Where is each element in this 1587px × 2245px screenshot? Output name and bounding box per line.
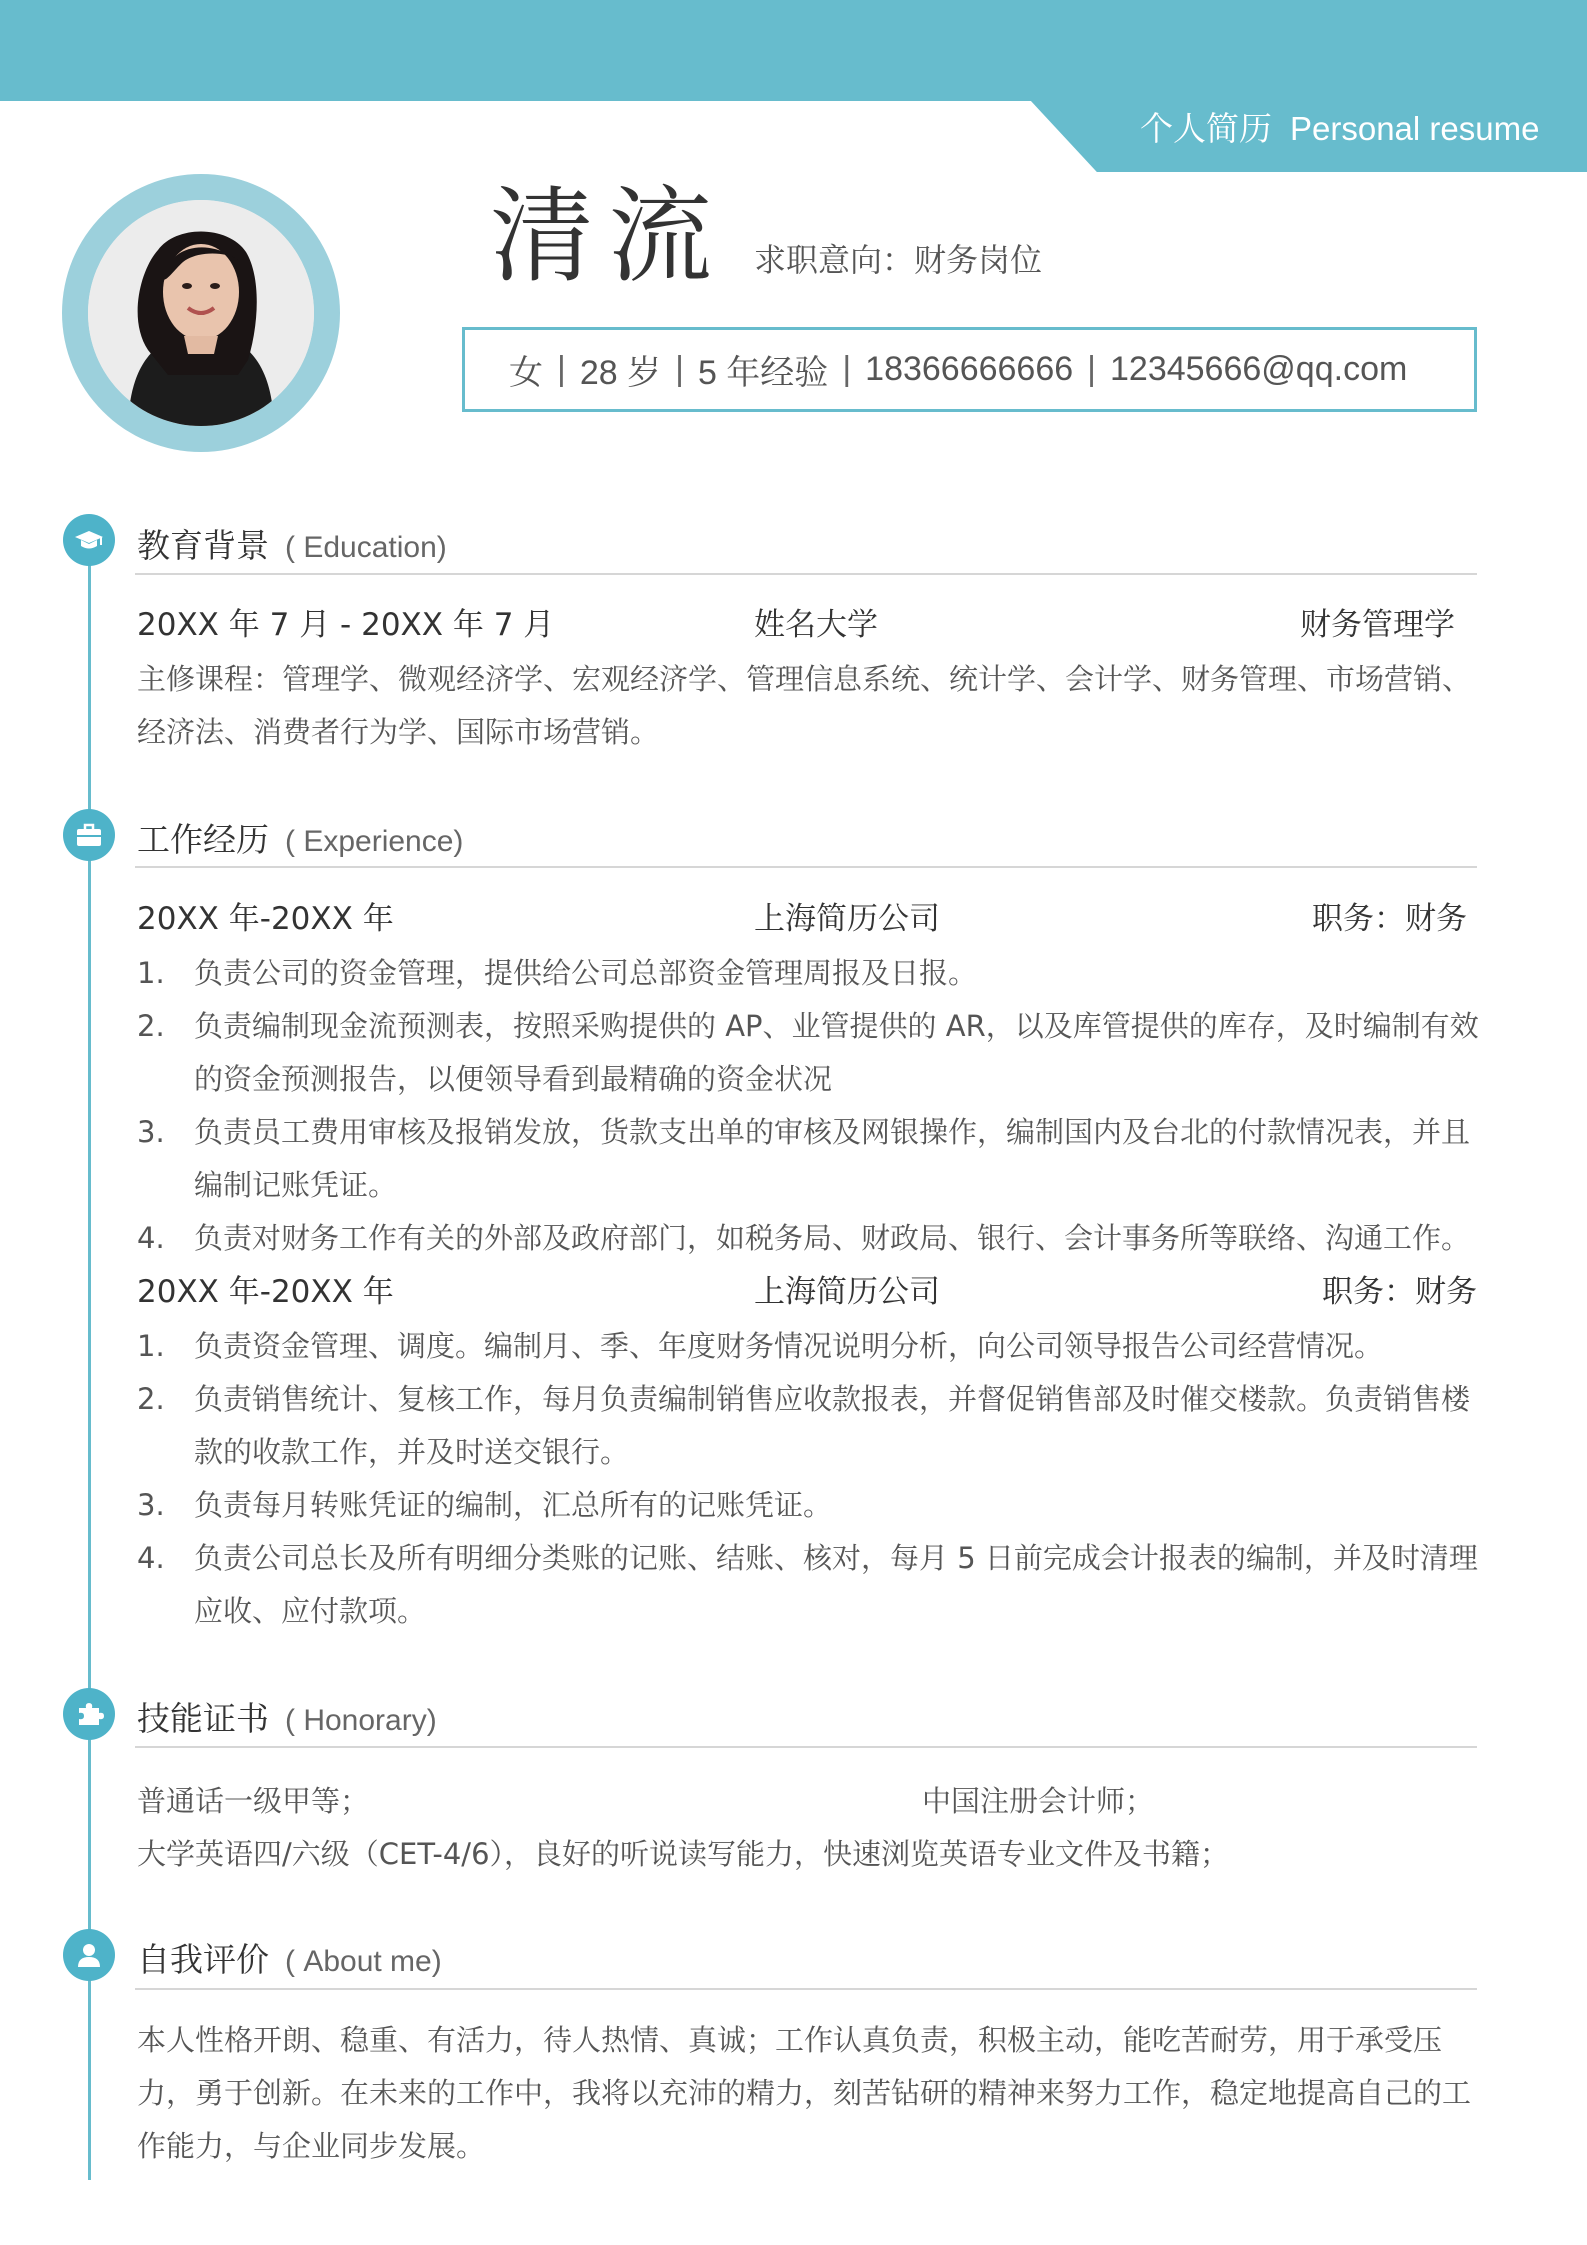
header-bar [0, 0, 1587, 101]
certificate-item: 中国注册会计师； [922, 1784, 1155, 1818]
duty-number: 3. [137, 1115, 165, 1149]
school-name: 姓名大学 [754, 607, 878, 643]
phone: 18366666666 [865, 350, 1074, 388]
puzzle-icon [63, 1688, 115, 1740]
duty-item [137, 1000, 1482, 1106]
duty-number: 1. [137, 1329, 165, 1363]
certificate-item: 大学英语四/六级（CET-4/6），良好的听说读写能力，快速浏览英语专业文件及书籍； [137, 1837, 1230, 1871]
contact-info-box [462, 327, 1477, 412]
section-title-en: ( Honorary) [285, 1704, 437, 1737]
section-divider [135, 1746, 1477, 1748]
duty-number: 1. [137, 956, 165, 990]
job-header [137, 1268, 1477, 1316]
duty-text: 负责编制现金流预测表，按照采购提供的 AP、业管提供的 AR，以及库管提供的库存，及时编制有效的资金预测报告，以便领导看到最精确的资金状况 [194, 1009, 1479, 1096]
job-intent: 求职意向：财务岗位 [754, 241, 1043, 279]
candidate-name: 清流 [490, 175, 727, 297]
duty-item [137, 947, 1482, 1000]
experience-years: 5 年经验 [697, 354, 829, 392]
duty-item [137, 1320, 1482, 1373]
duty-item [137, 1532, 1482, 1638]
section-skills-heading [137, 1695, 437, 1743]
briefcase-icon [63, 809, 115, 861]
duty-item [137, 1212, 1482, 1265]
section-divider [135, 1988, 1477, 1990]
duty-number: 2. [137, 1009, 165, 1043]
certificate-row [137, 1775, 1477, 1828]
section-title: 自我评价 [137, 1940, 269, 1979]
job-duties [137, 947, 1482, 1265]
education-courses: 主修课程：管理学、微观经济学、宏观经济学、管理信息系统、统计学、会计学、财务管理、市场营销、经济法、消费者行为学、国际市场营销。 [137, 662, 1472, 749]
section-divider [135, 866, 1477, 868]
section-about-heading [137, 1936, 442, 1984]
graduation-cap-icon [63, 514, 115, 566]
info-separator: | [842, 350, 852, 388]
duty-text: 负责对财务工作有关的外部及政府部门，如税务局、财政局、银行、会计事务所等联络、沟通工作。 [194, 1221, 1471, 1255]
duty-text: 负责每月转账凭证的编制，汇总所有的记账凭证。 [194, 1488, 833, 1522]
education-period: 20XX 年 7 月 - 20XX 年 7 月 [137, 607, 555, 643]
education-row [137, 601, 1477, 649]
duty-text: 负责公司的资金管理，提供给公司总部资金管理周报及日报。 [194, 956, 978, 990]
job-period: 20XX 年-20XX 年 [137, 901, 394, 937]
self-evaluation: 本人性格开朗、稳重、有活力，待人热情、真诚；工作认真负责，积极主动，能吃苦耐劳，用于承受压力，勇于创新。在未来的工作中，我将以充沛的精力，刻苦钻研的精神来努力工作，稳定地提高自己的工作能力，与企业同步发展。 [137, 2023, 1472, 2163]
duty-item [137, 1106, 1482, 1212]
duty-item [137, 1479, 1482, 1532]
duty-item [137, 1373, 1482, 1479]
avatar [88, 200, 314, 426]
duty-number: 2. [137, 1382, 165, 1416]
duty-text: 负责销售统计、复核工作，每月负责编制销售应收款报表，并督促销售部及时催交楼款。负责销售楼款的收款工作，并及时送交银行。 [194, 1382, 1471, 1469]
person-icon [63, 1929, 115, 1981]
major: 财务管理学 [1300, 607, 1455, 643]
info-separator: | [1087, 350, 1097, 388]
section-title: 工作经历 [137, 820, 269, 859]
duty-number: 3. [137, 1488, 165, 1522]
email: 12345666@qq.com [1110, 350, 1408, 388]
portrait-photo [88, 200, 314, 426]
duty-text: 负责公司总长及所有明细分类账的记账、结账、核对，每月 5 日前完成会计报表的编制，并及时清理应收、应付款项。 [194, 1541, 1478, 1628]
section-title-en: ( Experience) [285, 825, 464, 858]
info-separator: | [675, 350, 684, 388]
section-education-heading [137, 522, 447, 570]
section-title-en: ( Education) [285, 531, 447, 564]
duty-number: 4. [137, 1221, 165, 1255]
gender: 女 [509, 354, 543, 392]
resume-title-zh: 个人简历 [1140, 110, 1272, 147]
company-name: 上海简历公司 [754, 1274, 940, 1310]
duty-text: 负责员工费用审核及报销发放，货款支出单的审核及网银操作，编制国内及台北的付款情况表，并且编制记账凭证。 [194, 1115, 1471, 1202]
job-duties [137, 1320, 1482, 1638]
job-period: 20XX 年-20XX 年 [137, 1274, 394, 1310]
certificate-item: 普通话一级甲等； [137, 1784, 370, 1818]
job-header [137, 895, 1477, 943]
resume-title [1140, 104, 1539, 154]
age: 28 岁 [579, 354, 662, 392]
section-title: 技能证书 [137, 1699, 269, 1738]
job-position: 职务：财务 [1322, 1274, 1477, 1310]
resume-title-en: Personal resume [1290, 110, 1540, 147]
duty-number: 4. [137, 1541, 165, 1575]
job-position: 职务：财务 [1312, 901, 1467, 937]
section-divider [135, 573, 1477, 575]
section-title: 教育背景 [137, 526, 269, 565]
company-name: 上海简历公司 [754, 901, 940, 937]
info-separator: | [557, 350, 566, 388]
duty-text: 负责资金管理、调度。编制月、季、年度财务情况说明分析，向公司领导报告公司经营情况。 [194, 1329, 1384, 1363]
section-experience-heading [137, 816, 463, 864]
section-title-en: ( About me) [285, 1945, 442, 1978]
